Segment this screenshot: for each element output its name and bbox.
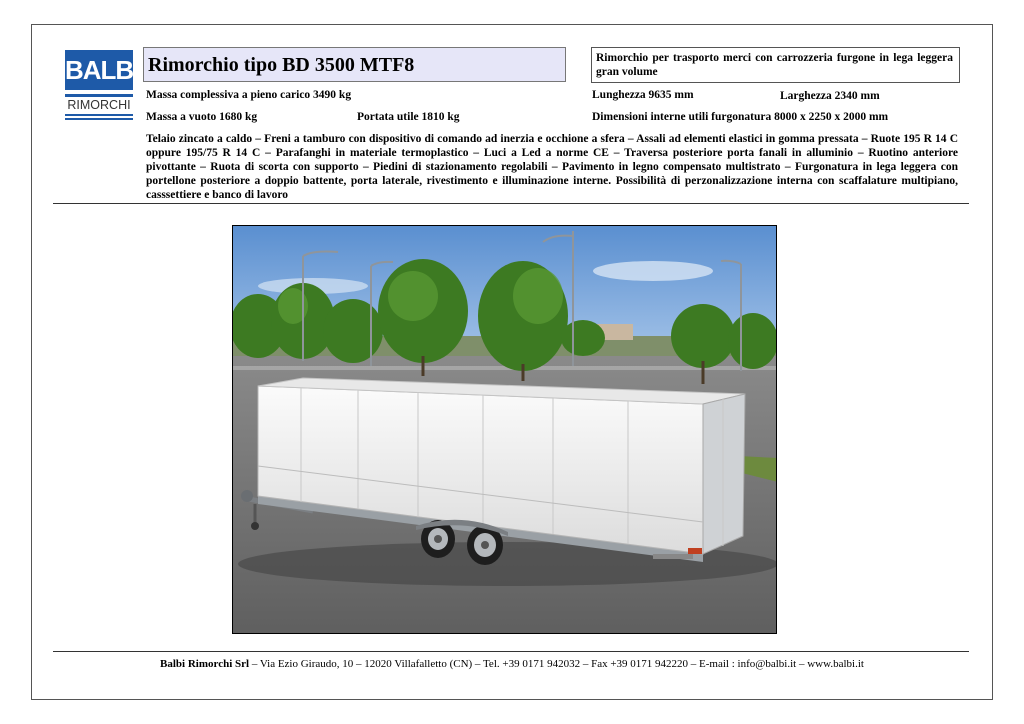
spec-lunghezza: Lunghezza 9635 mm	[592, 89, 694, 101]
footer	[0, 658, 1024, 670]
spec-larghezza: Larghezza 2340 mm	[780, 90, 880, 102]
spec-dimensioni-interne: Dimensioni interne utili furgonatura 8000 x 2250 x 2000 mm	[592, 111, 889, 123]
product-description: Rimorchio per trasporto merci con carrozzeria furgone in lega leggera gran volume	[591, 47, 960, 83]
trailer-photo	[232, 225, 777, 634]
footer-company: Balbi Rimorchi Srl	[160, 658, 250, 670]
spec-massa-vuoto: Massa a vuoto 1680 kg	[146, 111, 258, 123]
features-paragraph: Telaio zincato a caldo – Freni a tamburo con dispositivo di comando ad inerzia e occhione a sfera – Assali ad elementi elastici in gomma pressata – Ruote 195 R 14 C oppure 195/75 R 14 C – Parafanghi in materiale termoplastico – Luci a Led a norme CE – Traversa posteriore porta fanali in alluminio – Ruotino anteriore pivottante – Ruota di scorta con supporto – Piedini di stazionamento regolabili – Pavimento in legno compensato multistrato – Furgonatura in lega leggera con portellone posteriore a doppio battente, porta laterale, rivestimento e illuminazione interne. Possibilità di perzonalizzazione interna con scaffalature multipiano, casssettiere e banco di lavoro	[146, 133, 958, 201]
logo-brand: BALBI	[65, 50, 133, 90]
logo-divider	[65, 118, 133, 120]
logo-subtitle: RIMORCHI	[67, 98, 131, 112]
logo-divider	[65, 94, 133, 97]
product-title: Rimorchio tipo BD 3500 MTF8	[143, 47, 566, 82]
footer-divider	[53, 651, 969, 652]
header-divider	[53, 203, 969, 204]
balbi-logo	[65, 50, 140, 122]
spec-massa-complessiva: Massa complessiva a pieno carico 3490 kg	[146, 89, 352, 101]
footer-contact: – Via Ezio Giraudo, 10 – 12020 Villafalletto (CN) – Tel. +39 0171 942032 – Fax +39 0171 942220 – E-mail : info@balbi.it – www.balbi.it	[249, 658, 864, 670]
logo-divider	[65, 114, 133, 116]
spec-portata-utile: Portata utile 1810 kg	[357, 111, 460, 123]
